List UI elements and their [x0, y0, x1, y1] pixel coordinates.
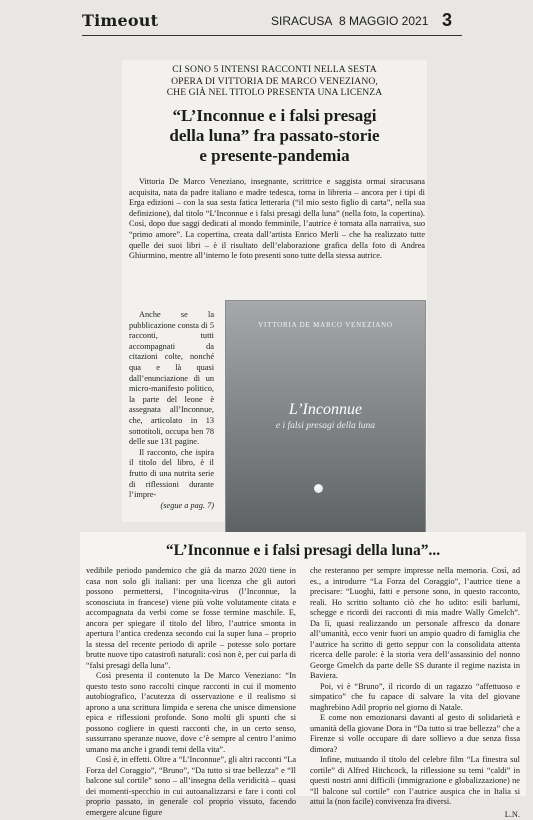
page-number: 3: [442, 10, 452, 31]
article-clipping-top: [122, 60, 427, 522]
article-clipping-bottom: [80, 532, 526, 796]
cover-title: L’Inconnue: [226, 401, 425, 419]
body-paragraph: Così presenta il contenuto la De Marco Veneziano: “In questo testo sono raccolti cinque racconti in cui il momento autobiografico, l’acutezza di osservazione e il realismo si aprono a una scrittura limpida e serena che unisce dimensione epica e riflessioni profonde. Sono molti gli spunti che si possono cogliere in questi racconti che, in un certo senso, sussurrano speranze nuove, dove c’è sempre al centro l’animo umano ma anche i grandi temi della vita”.: [86, 671, 296, 755]
article-intro-paragraph: Vittoria De Marco Veneziano, insegnante, scrittrice e saggista ormai siracusana acquisita, nata da padre italiano e madre tedesca, torna in libreria – ancora per i tipi di Erga edizioni – con la sua sesta fatica letteraria (“il mio sesto figlio di carta”, nella sua definizione), dal titolo “L’Inconnue e i falsi presagi della luna” (nella foto, la copertina). Così, dopo due saggi dedicati al mondo femminile, l’autrice è tornata alla narrativa, suo “primo amore”. La copertina, creata dall’artista Enrico Merli – che ha realizzato tutte quelle dei suoi libri – è il risultato dell’elaborazione grafica della foto di Andrea Ghiurmino, mentre all’interno le foto presenti sono tutte della stessa autrice.: [129, 177, 425, 262]
cover-subtitle: e i falsi presagi della luna: [226, 421, 425, 431]
kicker-line: OPERA DI VITTORIA DE MARCO VENEZIANO,: [122, 76, 427, 88]
continued-note: (segue a pag. 7): [129, 501, 214, 512]
body-paragraph: vedibile periodo pandemico che già da marzo 2020 tiene in casa non solo gli italiani: per una licenza che gli autori possono permettersi, l’incognita-virus (l’Inconnue, la sconosciuta in francese) viene più volte volutamente citata e accompagnata da verbi come se fosse termine maschile. E, ancora per spiegare il titolo del libro, l’autrice smonta in apertura l’antica credenza secondo cui la super luna – proprio la stessa del recente periodo di aprile – potesse solo portare brutte nuove tipo catastrofi naturali: così non è, per cui parla di “falsi presagi della luna”.: [86, 566, 296, 671]
headline-line: e presente-pandemia: [122, 146, 427, 166]
newspaper-brand: Timeout: [82, 11, 158, 30]
masthead-city: SIRACUSA: [271, 14, 332, 28]
moon-icon: [314, 484, 323, 493]
article-narrow-column: [129, 310, 214, 511]
headline-line: della luna” fra passato-storie: [122, 126, 427, 146]
masthead: [82, 9, 462, 36]
headline-line: “L’Inconnue e i falsi presagi: [122, 106, 427, 126]
body-paragraph: Poi, vi è “Bruno”, il ricordo di un ragazzo “affettuoso e simpatico” che fu capace di salvare la vita del giovane maghrebino Adil proprio nel giorno di Natale.: [310, 682, 520, 714]
text-column-left: [86, 566, 296, 818]
narrow-paragraph: Anche se la pubblicazione consta di 5 racconti, tutti accompagnati da citazioni colte, nonché qua e là quasi dall’enunciazione di un micro-manifesto politico, la parte del leone è assegnata all’Inconnue, che, articolato in 13 sottotitoli, occupa ben 78 delle sue 131 pagine.: [129, 310, 214, 448]
article-kicker: [122, 64, 427, 99]
body-paragraph: E come non emozionarsi davanti al gesto di solidarietà e umanità della giovane Dora in “Da tutto si trae bellezza” che a Firenze si volle occupare di dare sollievo a due senza fissa dimora?: [310, 713, 520, 755]
body-paragraph: Infine, mutuando il titolo del celebre film “La finestra sul cortile” di Alfred Hitchcock, la riflessione su temi “caldi” in questi nostri anni difficili (immigrazione e globalizzazione) ne “Il balcone sul cortile” con l’autrice auspica che in Italia si attui la (non facile) convivenza fra diversi.: [310, 755, 520, 808]
masthead-date: 8 MAGGIO 2021: [339, 14, 428, 28]
body-paragraph: Così è, in effetti. Oltre a “L’Inconnue”, gli altri racconti “La Forza del Coraggio”, “Bruno”, “Da tutto si trae bellezza” e “Il balcone sul cortile” sono – all’insegna della veridicità – quasi dei momenti-specchio in cui autoanalizzarsi e fare i conti col proprio passato, in generale col proprio vissuto, facendo emergere alcune figure: [86, 755, 296, 818]
narrow-paragraph: Il racconto, che ispira il titolo del libro, è il frutto di una nutrita serie di riflessioni durante l’impre-: [129, 448, 214, 501]
article-headline: [122, 106, 427, 166]
author-signature: L.N.: [310, 810, 520, 820]
text-column-right: [310, 566, 520, 820]
kicker-line: CI SONO 5 INTENSI RACCONTI NELLA SESTA: [122, 64, 427, 76]
continuation-headline: “L’Inconnue e i falsi presagi della luna”...: [80, 542, 526, 560]
kicker-line: CHE GIÀ NEL TITOLO PRESENTA UNA LICENZA: [122, 87, 427, 99]
body-paragraph: che resteranno per sempre impresse nella memoria. Così, ad es., a introdurre “La Forza del Coraggio”, l’autrice tiene a precisare: “Luoghi, fatti e persone sono, in questo racconto, reali. Ho scritto soltanto ciò che ho udito: esili barlumi, schegge e ricordi dei racconti di mia madre Wally Gmelch”. Da lì, quasi realizzando un personale affresco da donare all’umanità, ecco venir fuori un ampio quadro di famiglia che l’autrice ha scritto di getto seppur con la consolidata attenta ricerca delle parole: è la storia vera dell’assassinio del nonno George Gmelch da parte delle SS durante il regime nazista in Baviera.: [310, 566, 520, 682]
cover-author: VITTORIA DE MARCO VENEZIANO: [226, 321, 425, 329]
